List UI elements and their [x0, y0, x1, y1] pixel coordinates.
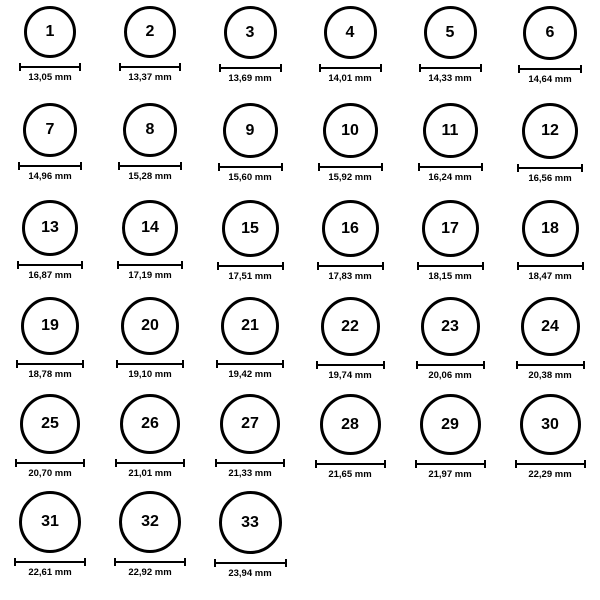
ring-size-cell [300, 6, 400, 103]
measure-bar [215, 462, 285, 464]
diameter-measure-line [114, 558, 186, 565]
measure-tick-right [582, 262, 584, 270]
measure-tick-right [380, 64, 382, 72]
ring-circle [120, 394, 180, 454]
ring-size-cell [200, 394, 300, 491]
diameter-measure-line [515, 460, 586, 467]
measure-tick-left [318, 163, 320, 171]
diameter-measure-line [219, 64, 282, 71]
diameter-measure-line [317, 262, 384, 269]
ring-size-number: 25 [41, 415, 59, 432]
diameter-label: 23,94 mm [228, 568, 272, 579]
ring-circle [522, 103, 578, 159]
diameter-label: 21,65 mm [328, 469, 372, 480]
ring-circle [122, 200, 178, 256]
diameter-measure-line [516, 361, 585, 368]
diameter-measure-line [415, 460, 486, 467]
ring-circle [424, 6, 477, 59]
measure-bar [418, 166, 483, 168]
measure-tick-left [218, 163, 220, 171]
ring-size-cell [300, 297, 400, 394]
diameter-measure-line [419, 64, 482, 71]
ring-size-cell [400, 6, 500, 103]
measure-tick-left [216, 360, 218, 368]
measure-tick-right [80, 162, 82, 170]
diameter-label: 17,83 mm [328, 271, 372, 282]
diameter-measure-line [15, 459, 85, 466]
measure-tick-left [518, 65, 520, 73]
diameter-measure-line [417, 262, 484, 269]
measure-tick-left [14, 558, 16, 566]
measure-bar [319, 67, 382, 69]
measure-bar [119, 66, 181, 68]
ring-size-number: 16 [341, 219, 359, 237]
ring-size-number: 26 [141, 415, 159, 432]
measure-tick-left [16, 360, 18, 368]
ring-size-number: 22 [341, 317, 359, 335]
diameter-label: 20,70 mm [28, 468, 72, 479]
diameter-label: 14,96 mm [28, 171, 72, 182]
measure-tick-right [280, 64, 282, 72]
diameter-measure-line [518, 65, 582, 72]
diameter-measure-line [17, 261, 83, 268]
ring-size-number: 11 [441, 121, 459, 139]
diameter-measure-line [517, 262, 584, 269]
measure-bar [114, 561, 186, 563]
measure-bar [216, 363, 284, 365]
diameter-measure-line [118, 162, 182, 169]
measure-bar [417, 265, 484, 267]
measure-bar [116, 363, 184, 365]
ring-size-cell [500, 6, 600, 103]
measure-bar [117, 264, 183, 266]
measure-tick-right [81, 261, 83, 269]
measure-bar [218, 166, 283, 168]
measure-tick-right [182, 360, 184, 368]
ring-size-number: 30 [541, 415, 559, 433]
ring-size-number: 4 [345, 23, 355, 41]
ring-size-number: 17 [441, 219, 459, 237]
ring-circle [423, 103, 478, 158]
ring-size-number: 5 [445, 23, 455, 41]
ring-size-cell [100, 6, 200, 103]
ring-circle [119, 491, 181, 553]
ring-circle [321, 297, 380, 356]
measure-bar [315, 463, 386, 465]
ring-size-number: 24 [541, 317, 559, 335]
diameter-label: 16,87 mm [28, 270, 72, 281]
ring-size-number: 28 [341, 415, 359, 433]
diameter-measure-line [517, 164, 583, 171]
measure-tick-left [18, 162, 20, 170]
ring-size-cell [200, 297, 300, 394]
diameter-label: 13,37 mm [128, 72, 172, 83]
ring-circle [422, 200, 479, 257]
diameter-measure-line [18, 162, 82, 169]
diameter-label: 19,74 mm [328, 370, 372, 381]
measure-bar [316, 364, 385, 366]
measure-tick-right [281, 163, 283, 171]
measure-tick-left [217, 262, 219, 270]
ring-size-number: 33 [241, 513, 259, 531]
diameter-label: 15,60 mm [228, 172, 272, 183]
diameter-label: 13,05 mm [28, 72, 72, 83]
measure-bar [415, 463, 486, 465]
diameter-label: 16,56 mm [528, 173, 572, 184]
ring-circle [22, 200, 78, 256]
ring-size-cell [100, 491, 200, 588]
ring-size-cell [500, 200, 600, 297]
ring-size-cell [200, 200, 300, 297]
ring-circle [523, 6, 577, 60]
diameter-measure-line [316, 361, 385, 368]
measure-bar [317, 265, 384, 267]
ring-circle [124, 6, 176, 58]
ring-circle [420, 394, 481, 455]
ring-circle [520, 394, 581, 455]
ring-size-cell [200, 491, 300, 588]
measure-tick-right [285, 559, 287, 567]
ring-circle [421, 297, 480, 356]
measure-tick-right [580, 65, 582, 73]
diameter-label: 14,01 mm [328, 73, 372, 84]
diameter-measure-line [115, 459, 185, 466]
diameter-label: 22,92 mm [128, 567, 172, 578]
ring-size-cell [500, 297, 600, 394]
measure-bar [219, 67, 282, 69]
diameter-label: 20,06 mm [428, 370, 472, 381]
ring-size-cell [500, 394, 600, 491]
ring-circle [20, 394, 80, 454]
measure-tick-right [383, 361, 385, 369]
ring-size-cell [200, 6, 300, 103]
ring-size-cell [400, 394, 500, 491]
ring-size-number: 27 [241, 415, 259, 432]
measure-bar [518, 68, 582, 70]
ring-size-number: 1 [45, 23, 55, 40]
ring-size-cell [0, 103, 100, 200]
ring-size-cell [300, 394, 400, 491]
measure-tick-left [317, 262, 319, 270]
diameter-measure-line [218, 163, 283, 170]
ring-size-cell [0, 200, 100, 297]
ring-size-number: 19 [41, 317, 59, 334]
diameter-label: 18,78 mm [28, 369, 72, 380]
ring-circle [222, 200, 279, 257]
ring-circle [322, 200, 379, 257]
measure-tick-right [384, 460, 386, 468]
measure-tick-right [583, 361, 585, 369]
ring-circle [21, 297, 79, 355]
diameter-measure-line [116, 360, 184, 367]
ring-size-number: 31 [41, 513, 59, 530]
measure-bar [15, 462, 85, 464]
ring-circle [121, 297, 179, 355]
measure-bar [516, 364, 585, 366]
diameter-label: 21,97 mm [428, 469, 472, 480]
ring-size-cell [100, 297, 200, 394]
measure-tick-right [481, 163, 483, 171]
measure-tick-right [381, 163, 383, 171]
ring-size-cell [400, 200, 500, 297]
measure-tick-right [482, 262, 484, 270]
measure-tick-right [82, 360, 84, 368]
diameter-label: 15,28 mm [128, 171, 172, 182]
measure-tick-left [114, 558, 116, 566]
diameter-label: 22,29 mm [528, 469, 572, 480]
measure-bar [18, 165, 82, 167]
ring-size-cell [0, 6, 100, 103]
measure-tick-right [283, 459, 285, 467]
ring-size-number: 18 [541, 219, 559, 237]
diameter-measure-line [319, 64, 382, 71]
measure-tick-left [416, 361, 418, 369]
measure-tick-right [584, 460, 586, 468]
measure-tick-left [219, 64, 221, 72]
measure-bar [217, 265, 284, 267]
diameter-label: 22,61 mm [28, 567, 72, 578]
ring-size-number: 14 [141, 219, 159, 236]
diameter-measure-line [119, 63, 181, 70]
diameter-label: 17,51 mm [228, 271, 272, 282]
measure-tick-right [484, 460, 486, 468]
ring-size-number: 8 [145, 121, 155, 138]
ring-circle [219, 491, 282, 554]
ring-circle [19, 491, 81, 553]
measure-bar [416, 364, 485, 366]
ring-size-cell [400, 103, 500, 200]
ring-size-number: 15 [241, 219, 259, 237]
measure-bar [19, 66, 81, 68]
measure-tick-left [15, 459, 17, 467]
ring-size-cell [400, 297, 500, 394]
ring-circle [522, 200, 579, 257]
measure-tick-right [483, 361, 485, 369]
measure-tick-left [118, 162, 120, 170]
measure-tick-left [415, 460, 417, 468]
measure-bar [214, 562, 287, 564]
ring-size-number: 20 [141, 317, 159, 334]
ring-size-number: 32 [141, 513, 159, 530]
ring-circle [220, 394, 280, 454]
ring-circle [24, 6, 76, 58]
ring-size-number: 21 [241, 317, 259, 334]
diameter-measure-line [19, 63, 81, 70]
measure-tick-left [115, 459, 117, 467]
diameter-label: 14,33 mm [428, 73, 472, 84]
ring-size-cell [100, 200, 200, 297]
diameter-measure-line [117, 261, 183, 268]
diameter-label: 21,01 mm [128, 468, 172, 479]
measure-bar [318, 166, 383, 168]
measure-tick-left [419, 64, 421, 72]
measure-tick-left [214, 559, 216, 567]
measure-tick-right [79, 63, 81, 71]
diameter-measure-line [216, 360, 284, 367]
diameter-measure-line [315, 460, 386, 467]
ring-circle [123, 103, 177, 157]
measure-tick-right [83, 459, 85, 467]
ring-size-cell [200, 103, 300, 200]
ring-size-cell [500, 103, 600, 200]
diameter-label: 21,33 mm [228, 468, 272, 479]
measure-bar [419, 67, 482, 69]
diameter-measure-line [214, 559, 287, 566]
measure-tick-left [319, 64, 321, 72]
diameter-label: 16,24 mm [428, 172, 472, 183]
ring-circle [221, 297, 279, 355]
diameter-label: 14,64 mm [528, 74, 572, 85]
ring-size-number: 2 [145, 23, 155, 40]
ring-size-cell [0, 297, 100, 394]
measure-tick-left [316, 361, 318, 369]
ring-circle [224, 6, 277, 59]
ring-size-number: 9 [245, 121, 255, 139]
diameter-label: 17,19 mm [128, 270, 172, 281]
measure-tick-left [516, 361, 518, 369]
measure-tick-right [581, 164, 583, 172]
measure-tick-left [517, 164, 519, 172]
measure-tick-right [180, 162, 182, 170]
ring-circle [223, 103, 278, 158]
measure-bar [17, 264, 83, 266]
measure-tick-left [116, 360, 118, 368]
diameter-label: 13,69 mm [228, 73, 272, 84]
measure-bar [515, 463, 586, 465]
measure-bar [118, 165, 182, 167]
ring-size-number: 10 [341, 121, 359, 139]
measure-tick-left [17, 261, 19, 269]
diameter-measure-line [215, 459, 285, 466]
diameter-measure-line [16, 360, 84, 367]
diameter-label: 19,42 mm [228, 369, 272, 380]
ring-size-number: 23 [441, 317, 459, 335]
measure-bar [517, 167, 583, 169]
diameter-measure-line [217, 262, 284, 269]
ring-circle [23, 103, 77, 157]
measure-tick-right [179, 63, 181, 71]
measure-tick-right [84, 558, 86, 566]
diameter-label: 19,10 mm [128, 369, 172, 380]
ring-size-number: 12 [541, 122, 559, 139]
ring-size-cell [0, 394, 100, 491]
measure-tick-right [282, 360, 284, 368]
measure-tick-right [480, 64, 482, 72]
measure-bar [14, 561, 86, 563]
diameter-measure-line [416, 361, 485, 368]
measure-tick-left [418, 163, 420, 171]
ring-size-cell [300, 103, 400, 200]
diameter-measure-line [318, 163, 383, 170]
diameter-label: 18,47 mm [528, 271, 572, 282]
ring-circle [521, 297, 580, 356]
ring-size-number: 7 [45, 121, 55, 138]
measure-tick-left [119, 63, 121, 71]
ring-circle [320, 394, 381, 455]
measure-tick-left [117, 261, 119, 269]
measure-tick-right [181, 261, 183, 269]
ring-circle [323, 103, 378, 158]
ring-circle [324, 6, 377, 59]
diameter-label: 20,38 mm [528, 370, 572, 381]
measure-tick-left [515, 460, 517, 468]
measure-tick-right [183, 459, 185, 467]
measure-tick-right [382, 262, 384, 270]
measure-tick-left [517, 262, 519, 270]
measure-tick-left [19, 63, 21, 71]
ring-size-number: 13 [41, 219, 59, 236]
diameter-label: 18,15 mm [428, 271, 472, 282]
measure-tick-right [184, 558, 186, 566]
measure-tick-right [282, 262, 284, 270]
ring-size-cell [100, 394, 200, 491]
ring-size-cell [100, 103, 200, 200]
ring-size-cell [0, 491, 100, 588]
measure-tick-left [417, 262, 419, 270]
ring-size-number: 6 [545, 24, 555, 41]
ring-size-number: 29 [441, 415, 459, 433]
measure-bar [16, 363, 84, 365]
ring-size-number: 3 [245, 23, 255, 41]
measure-bar [115, 462, 185, 464]
diameter-label: 15,92 mm [328, 172, 372, 183]
ring-size-cell [300, 200, 400, 297]
measure-tick-left [215, 459, 217, 467]
diameter-measure-line [418, 163, 483, 170]
diameter-measure-line [14, 558, 86, 565]
measure-tick-left [315, 460, 317, 468]
measure-bar [517, 265, 584, 267]
